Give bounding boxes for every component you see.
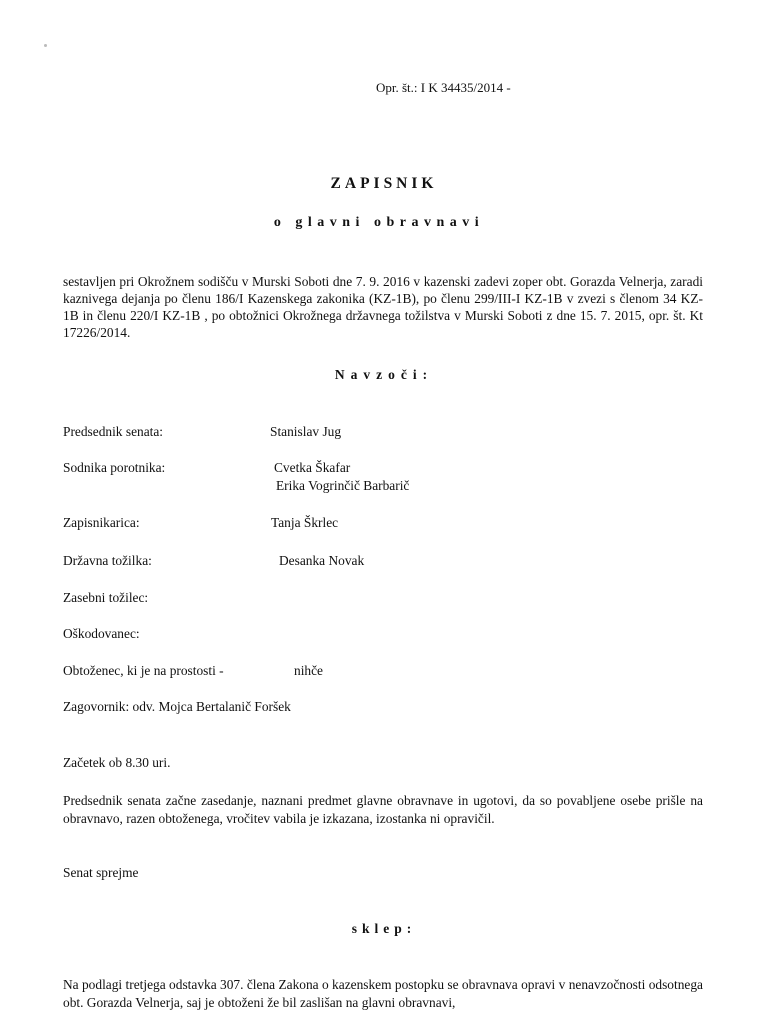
opening-paragraph: Predsednik senata začne zasedanje, naznani predmet glavne obravnave in ugotovi, da so povabljene osebe prišle na obravnavo, razen obtoženega, vročitev vabila je izkazana, izostanka ni opravičil.	[63, 793, 703, 826]
decision-paragraph: Na podlagi tretjega odstavka 307. člena Zakona o kazenskem postopku se obravnava opravi v nenavzočnosti odsotnega obt. Gorazda Velnerja, saj je obtoženi že bil zaslišan na glavni obravnavi,	[63, 977, 703, 1010]
present-heading: Navzoči:	[334, 367, 434, 382]
injured-party-label: Oškodovanec:	[63, 626, 140, 641]
private-prosecutor-label: Zasebni tožilec:	[63, 590, 149, 605]
senate-adopts: Senat sprejme	[63, 865, 139, 880]
document-title: ZAPISNIK	[330, 175, 438, 192]
lay-judges-label: Sodnika porotnika:	[63, 460, 166, 475]
recorder-value: Tanja Škrlec	[271, 515, 339, 530]
lay-judge-1: Cvetka Škafar	[274, 460, 351, 475]
start-time: Začetek ob 8.30 uri.	[63, 755, 171, 770]
case-number: Opr. št.: I K 34435/2014 -	[376, 80, 511, 95]
document-subtitle: o glavni obravnavi	[273, 215, 485, 230]
presiding-judge-label: Predsednik senata:	[63, 424, 164, 439]
prosecutor-value: Desanka Novak	[279, 553, 365, 568]
accused-label: Obtoženec, ki je na prostosti -	[63, 663, 224, 678]
prosecutor-label: Državna tožilka:	[63, 553, 152, 568]
recorder-label: Zapisnikarica:	[63, 515, 140, 530]
decision-heading: sklep:	[351, 921, 417, 936]
defender-line: Zagovornik: odv. Mojca Bertalanič Foršek	[63, 699, 291, 714]
lay-judge-2: Erika Vogrinčič Barbarič	[276, 478, 410, 493]
presiding-judge-value: Stanislav Jug	[270, 424, 342, 439]
accused-value: nihče	[294, 663, 323, 678]
scan-speck	[44, 44, 47, 47]
intro-paragraph: sestavljen pri Okrožnem sodišču v Murski Soboti dne 7. 9. 2016 v kazenski zadevi zoper obt. Gorazda Velnerja, zaradi kaznivega dejanja po členu 186/I Kazenskega zakonika (KZ-1B), po členu 299/III-I KZ-1B v zvezi s členom 34 KZ-1B in členu 220/I KZ-1B , po obtožnici Okrožnega državnega tožilstva v Murski Soboti z dne 15. 7. 2015, opr. št. Kt 17226/2014.	[63, 274, 703, 340]
